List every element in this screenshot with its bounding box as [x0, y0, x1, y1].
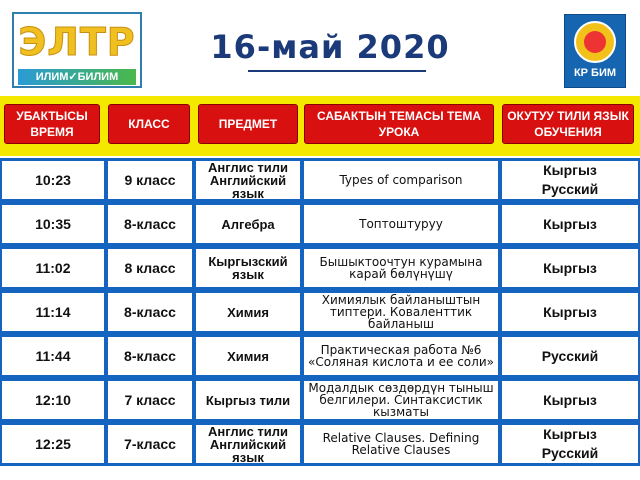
language-secondary: Русский: [541, 445, 599, 461]
topic-cell: Практическая работа №6 «Соляная кислота и ее соли»: [304, 337, 498, 375]
time-cell: 11:02: [2, 249, 104, 287]
language-primary: Кыргыз: [543, 215, 597, 232]
title-underline: [248, 70, 426, 72]
table-row: [0, 334, 640, 378]
language-cell: [502, 337, 638, 375]
topic-cell: Модалдык сөздөрдүн тыныш белгилери. Синтаксистик кызматы: [304, 381, 498, 419]
eltr-logo-text: ЭЛТР: [18, 20, 136, 64]
language-secondary: Русский: [541, 181, 599, 197]
time-cell: 11:14: [2, 293, 104, 331]
ilim-bilim-label: ИЛИМ✓БИЛИМ: [18, 69, 136, 85]
topic-cell: Бышыктоочтун курамына карай бөлүнүшү: [304, 249, 498, 287]
class-cell: 7-класс: [108, 425, 192, 463]
kyrgyz-emblem-icon: [574, 21, 616, 63]
language-primary: Кыргыз: [543, 303, 597, 320]
subject-cell: Англис тили Английский язык: [196, 425, 300, 463]
language-primary: Кыргыз: [543, 391, 597, 408]
language-cell: [502, 293, 638, 331]
class-cell: 8-класс: [108, 205, 192, 243]
table-row: [0, 202, 640, 246]
class-cell: 7 класс: [108, 381, 192, 419]
header-subject: ПРЕДМЕТ: [198, 104, 298, 144]
header-time: УБАКТЫСЫ ВРЕМЯ: [4, 104, 100, 144]
table-row: [0, 378, 640, 422]
language-cell: [502, 205, 638, 243]
time-cell: 10:35: [2, 205, 104, 243]
subject-cell: Химия: [196, 293, 300, 331]
topic-cell: Relative Clauses. Defining Relative Clauses: [304, 425, 498, 463]
topic-cell: Топтоштуруу: [304, 205, 498, 243]
page-title: 16-май 2020: [210, 28, 450, 66]
subject-cell: Англис тили Английский язык: [196, 161, 300, 199]
table-row: [0, 246, 640, 290]
time-cell: 10:23: [2, 161, 104, 199]
kr-bim-label: КР БИМ: [573, 67, 617, 79]
class-cell: 8-класс: [108, 293, 192, 331]
table-row: [0, 158, 640, 202]
time-cell: 11:44: [2, 337, 104, 375]
language-cell: [502, 249, 638, 287]
language-cell: [502, 161, 638, 199]
class-cell: 8 класс: [108, 249, 192, 287]
time-cell: 12:25: [2, 425, 104, 463]
language-cell: [502, 425, 638, 463]
header-language: ОКУТУУ ТИЛИ ЯЗЫК ОБУЧЕНИЯ: [502, 104, 634, 144]
table-row: [0, 422, 640, 466]
subject-cell: Алгебра: [196, 205, 300, 243]
header-topic: САБАКТЫН ТЕМАСЫ ТЕМА УРОКА: [304, 104, 494, 144]
eltr-logo: [12, 12, 142, 88]
language-cell: [502, 381, 638, 419]
language-primary: Русский: [541, 347, 599, 364]
topic-cell: Химиялык байланыштын типтери. Коваленттик байланыш: [304, 293, 498, 331]
subject-cell: Кыргыз тили: [196, 381, 300, 419]
class-cell: 8-класс: [108, 337, 192, 375]
subject-cell: Кыргызский язык: [196, 249, 300, 287]
time-cell: 12:10: [2, 381, 104, 419]
subject-cell: Химия: [196, 337, 300, 375]
table-row: [0, 290, 640, 334]
language-primary: Кыргыз: [543, 259, 597, 276]
topic-cell: Types of comparison: [304, 161, 498, 199]
kr-bim-logo: [564, 14, 626, 88]
language-primary: Кыргыз: [543, 426, 597, 442]
class-cell: 9 класс: [108, 161, 192, 199]
language-primary: Кыргыз: [543, 162, 597, 178]
header-class: КЛАСС: [108, 104, 190, 144]
